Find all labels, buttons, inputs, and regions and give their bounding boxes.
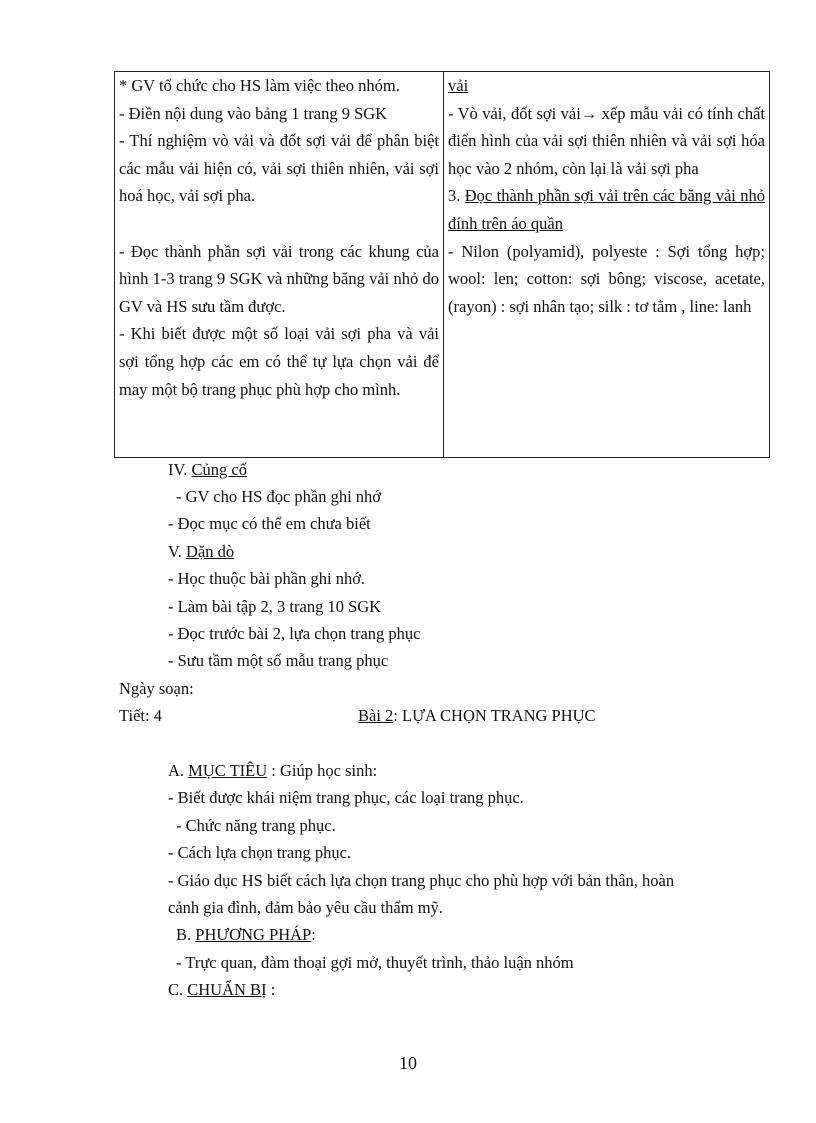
objective-item: cảnh gia đình, đảm bảo yêu cầu thẩm mỹ. <box>168 898 443 917</box>
lesson-table <box>114 71 770 458</box>
section-c-heading: C. CHUẨN BỊ : <box>168 980 276 999</box>
consolidation-item: - GV cho HS đọc phần ghi nhớ <box>176 487 382 506</box>
left-item-1: - Điền nội dung vào bảng 1 trang 9 SGK <box>119 103 388 123</box>
left-item-4: - Đọc thành phần sợi vải trong các khung của hình 1-3 trang 9 SGK và những băng vải nhỏ do GV và HS sưu tầm được. <box>119 241 439 316</box>
right-paragraph-1: - Vò vải, đốt sợi vải→ xếp mẫu vải có tính chất điển hình của vải sợi thiên nhiên và vải sợi hóa học vào 2 nhóm, còn lại là vải sợi pha <box>448 103 765 178</box>
objective-item: - Chức năng trang phục. <box>176 816 336 835</box>
left-item-5: - Khi biết được một số loại vải sợi pha và vải sợi tổng hợp các em có thể tự lựa chọn vải để may một bộ trang phục phù hợp cho mình. <box>119 324 439 399</box>
table-row <box>115 72 770 458</box>
teacher-activity-cell <box>115 72 444 458</box>
homework-heading: V. Dặn dò <box>168 542 235 561</box>
objective-item: - Giáo dục HS biết cách lựa chọn trang phục cho phù hợp với bản thân, hoàn <box>168 871 675 890</box>
preparation-date: Ngày soạn: <box>119 679 194 698</box>
method-item: - Trực quan, đàm thoại gợi mở, thuyết trình, thảo luận nhóm <box>176 953 574 972</box>
page-number: 10 <box>399 1053 417 1073</box>
right-fragment: vải <box>448 76 469 95</box>
homework-item: - Học thuộc bài phần ghi nhớ. <box>168 569 366 588</box>
homework-item: - Sưu tầm một số mẫu trang phục <box>168 651 389 670</box>
homework-item: - Làm bài tập 2, 3 trang 10 SGK <box>168 597 382 616</box>
section-b-heading: B. PHƯƠNG PHÁP: <box>176 925 316 944</box>
right-paragraph-2: - Nilon (polyamid), polyeste : Sợi tổng hợp; wool: len; cotton: sợi bông; viscose, acetate, (rayon) : sợi nhân tạo; silk : tơ tằm , line: lanh <box>448 241 765 316</box>
left-item-2: - Thí nghiệm vò vải và đốt sợi vải để phân biệt các mẫu vải hiện có, vải sợi thiên nhiên, vải sợi hoá học, vải sợi pha. <box>119 131 439 206</box>
lesson-title: Bài 2: LỰA CHỌN TRANG PHỤC <box>358 706 596 725</box>
lesson-period: Tiết: 4 <box>119 706 162 725</box>
section-a-heading: A. MỤC TIÊU : Giúp học sinh: <box>168 761 378 780</box>
objective-item: - Cách lựa chọn trang phục. <box>168 843 352 862</box>
right-heading-3: 3. Đọc thành phần sợi vải trên các băng vải nhỏ đính trên áo quần <box>448 186 765 233</box>
left-spacer <box>119 210 439 238</box>
consolidation-item: - Đọc mục có thể em chưa biết <box>168 514 371 533</box>
consolidation-heading: IV. Củng cố <box>168 460 248 479</box>
objective-item: - Biết được khái niệm trang phục, các loại trang phục. <box>168 788 524 807</box>
left-item-0: * GV tổ chức cho HS làm việc theo nhóm. <box>119 76 400 95</box>
homework-item: - Đọc trước bài 2, lựa chọn trang phục <box>168 624 421 643</box>
content-cell <box>444 72 770 458</box>
